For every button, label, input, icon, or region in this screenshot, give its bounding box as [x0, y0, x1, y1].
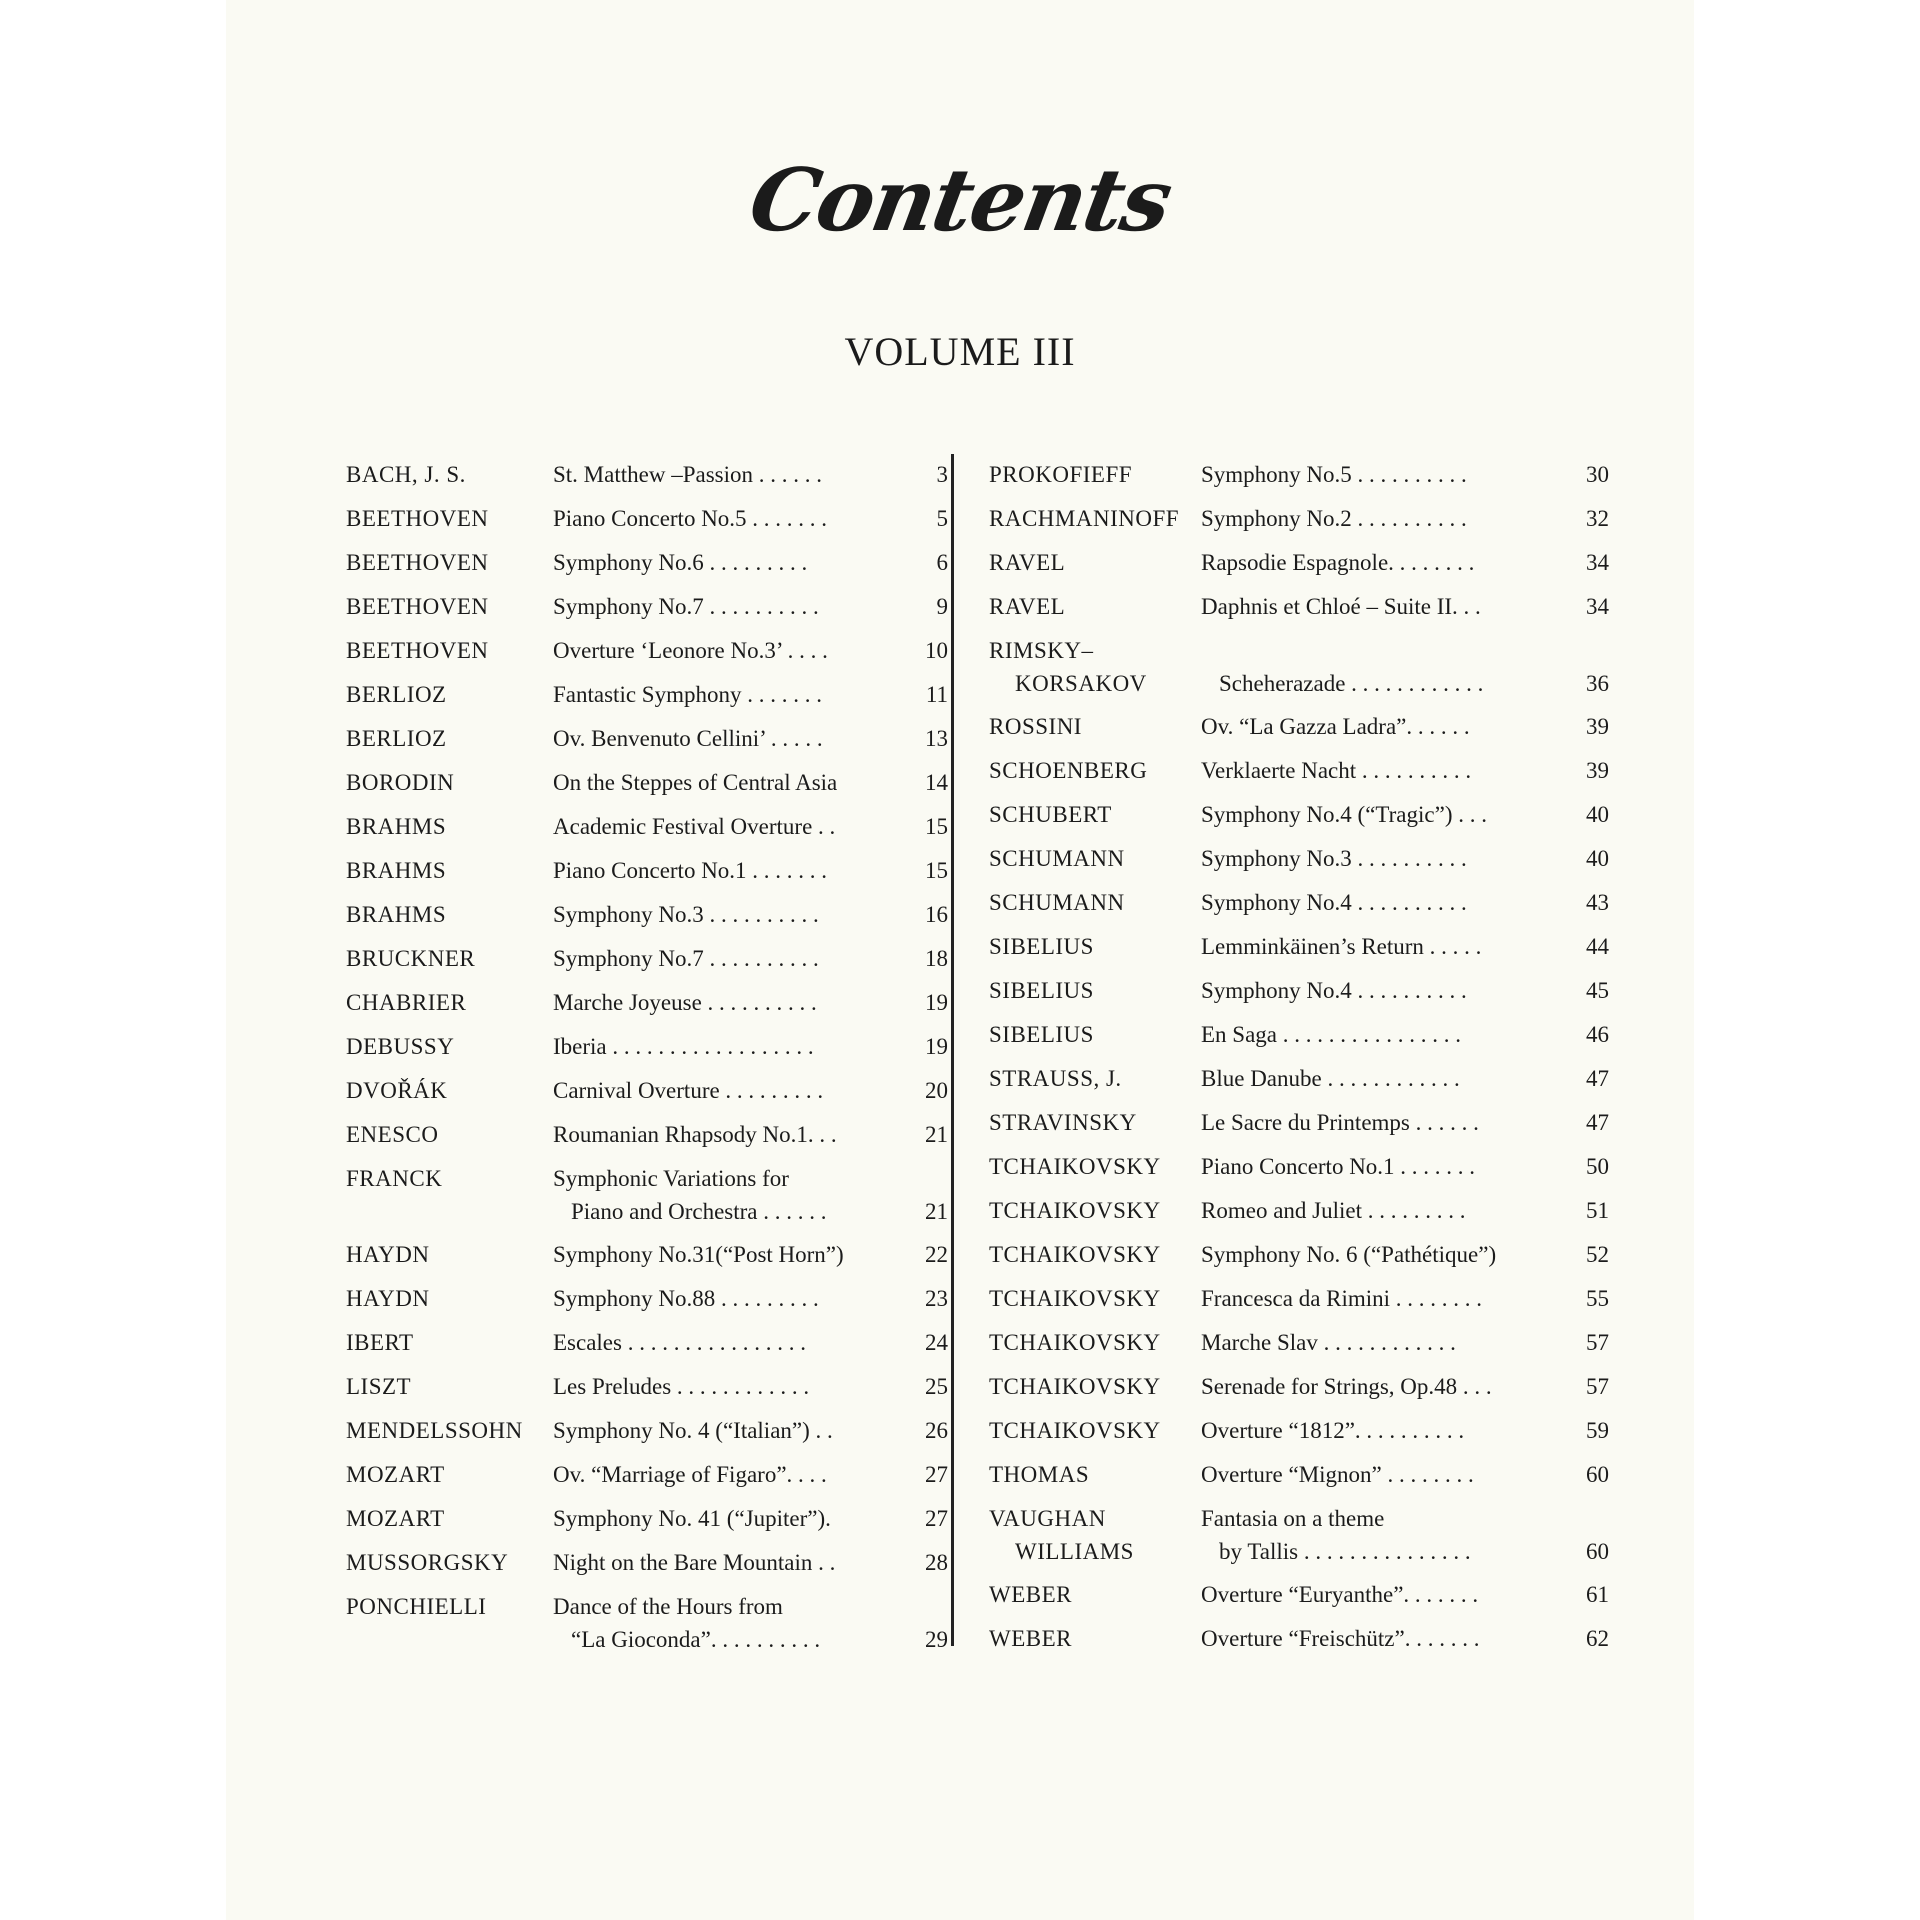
page-number: 30 — [1586, 462, 1609, 487]
work-title: Lemminkäinen’s Return . . . . . — [1201, 934, 1482, 959]
composer-name: BERLIOZ — [346, 726, 447, 751]
composer-name: BACH, J. S. — [346, 462, 466, 487]
work-title: Night on the Bare Mountain . . — [553, 1550, 836, 1575]
toc-entry — [989, 1414, 1609, 1458]
work-title: Symphony No. 41 (“Jupiter”). — [553, 1506, 831, 1531]
contents-heading: Contents — [742, 150, 1178, 251]
page-number: 40 — [1586, 846, 1609, 871]
toc-entry — [346, 1030, 948, 1074]
toc-entry — [346, 1326, 948, 1370]
work-title-line2: Piano and Orchestra . . . . . . — [571, 1199, 827, 1224]
composer-name: BEETHOVEN — [346, 550, 489, 575]
toc-entry — [989, 1150, 1609, 1194]
composer-name: MOZART — [346, 1506, 445, 1531]
composer-name: BEETHOVEN — [346, 594, 489, 619]
page-number: 44 — [1586, 934, 1609, 959]
toc-entry — [346, 1370, 948, 1414]
page-number: 20 — [925, 1078, 948, 1103]
work-title: Overture ‘Leonore No.3’ . . . . — [553, 638, 828, 663]
composer-name: RIMSKY– — [989, 638, 1094, 663]
work-title: Symphony No.5 . . . . . . . . . . — [1201, 462, 1467, 487]
composer-name: ROSSINI — [989, 714, 1082, 739]
page-number: 19 — [925, 1034, 948, 1059]
toc-entry — [989, 1018, 1609, 1062]
work-title: Daphnis et Chloé – Suite II. . . — [1201, 594, 1481, 619]
page-number: 25 — [925, 1374, 948, 1399]
page-number: 19 — [925, 990, 948, 1015]
page-number: 50 — [1586, 1154, 1609, 1179]
toc-entry — [346, 678, 948, 722]
page-number: 34 — [1586, 594, 1609, 619]
work-title-line2: “La Gioconda”. . . . . . . . . . — [571, 1627, 821, 1652]
volume-title: VOLUME III — [844, 329, 1076, 374]
work-title: Le Sacre du Printemps . . . . . . — [1201, 1110, 1479, 1135]
page-number: 46 — [1586, 1022, 1609, 1047]
work-title: Overture “1812”. . . . . . . . . . — [1201, 1418, 1465, 1443]
composer-name: BERLIOZ — [346, 682, 447, 707]
work-title-line2: Scheherazade . . . . . . . . . . . . — [1219, 671, 1484, 696]
page-number: 5 — [936, 506, 948, 531]
page-number: 55 — [1586, 1286, 1609, 1311]
composer-name: BEETHOVEN — [346, 638, 489, 663]
page-number: 14 — [925, 770, 948, 795]
composer-name: MUSSORGSKY — [346, 1550, 509, 1575]
page-number: 62 — [1586, 1626, 1609, 1651]
toc-entry — [989, 886, 1609, 930]
toc-entry — [346, 1502, 948, 1546]
composer-name: BRAHMS — [346, 814, 447, 839]
composer-name: WEBER — [989, 1626, 1072, 1651]
composer-name: BRUCKNER — [346, 946, 476, 971]
composer-name: HAYDN — [346, 1242, 430, 1267]
toc-entry — [989, 710, 1609, 754]
composer-name: VAUGHAN — [989, 1506, 1106, 1531]
composer-name: SCHOENBERG — [989, 758, 1148, 783]
work-title: Les Preludes . . . . . . . . . . . . — [553, 1374, 810, 1399]
composer-name: BRAHMS — [346, 902, 447, 927]
composer-name: PONCHIELLI — [346, 1594, 487, 1619]
toc-entry — [346, 1074, 948, 1118]
work-title: Piano Concerto No.5 . . . . . . . — [553, 506, 828, 531]
composer-name-line2: KORSAKOV — [1015, 671, 1147, 696]
work-title: Symphony No.3 . . . . . . . . . . — [553, 902, 819, 927]
toc-entry — [346, 546, 948, 590]
composer-name: MOZART — [346, 1462, 445, 1487]
composer-name: BORODIN — [346, 770, 455, 795]
composer-name: SCHUMANN — [989, 890, 1125, 915]
composer-name: DVOŘÁK — [346, 1078, 448, 1103]
work-title: Dance of the Hours from — [553, 1594, 783, 1619]
composer-name: BEETHOVEN — [346, 506, 489, 531]
work-title: Symphony No.2 . . . . . . . . . . — [1201, 506, 1467, 531]
toc-entry — [989, 1238, 1609, 1282]
page-number: 18 — [925, 946, 948, 971]
composer-name: TCHAIKOVSKY — [989, 1198, 1161, 1223]
toc-entry — [346, 942, 948, 986]
work-title: Overture “Euryanthe”. . . . . . . — [1201, 1582, 1479, 1607]
composer-name: SIBELIUS — [989, 1022, 1094, 1047]
page-number: 6 — [936, 550, 948, 575]
work-title: Fantasia on a theme — [1201, 1506, 1385, 1531]
composer-name: STRAVINSKY — [989, 1110, 1137, 1135]
work-title: Romeo and Juliet . . . . . . . . . — [1201, 1198, 1466, 1223]
work-title: Symphony No.7 . . . . . . . . . . — [553, 946, 819, 971]
toc-entry — [346, 1458, 948, 1502]
toc-entry — [346, 502, 948, 546]
work-title: Symphony No. 4 (“Italian”) . . — [553, 1418, 833, 1443]
work-title: St. Matthew –Passion . . . . . . — [553, 462, 822, 487]
composer-name: DEBUSSY — [346, 1034, 455, 1059]
page-number: 10 — [925, 638, 948, 663]
toc-entry — [989, 634, 1609, 710]
work-title: Marche Joyeuse . . . . . . . . . . — [553, 990, 817, 1015]
toc-entry — [989, 546, 1609, 590]
work-title: Symphony No.4 (“Tragic”) . . . — [1201, 802, 1487, 827]
page-number: 36 — [1586, 671, 1609, 696]
toc-entry — [346, 634, 948, 678]
work-title-line2: by Tallis . . . . . . . . . . . . . . . — [1219, 1539, 1471, 1564]
composer-name: TCHAIKOVSKY — [989, 1374, 1161, 1399]
page-number: 47 — [1586, 1066, 1609, 1091]
column-divider — [951, 454, 954, 1646]
page-number: 32 — [1586, 506, 1609, 531]
toc-entry — [346, 898, 948, 942]
toc-entry — [346, 766, 948, 810]
contents-page — [226, 0, 1694, 1920]
composer-name: TCHAIKOVSKY — [989, 1286, 1161, 1311]
toc-entry — [346, 1546, 948, 1590]
composer-name: IBERT — [346, 1330, 414, 1355]
page-number: 27 — [925, 1462, 948, 1487]
composer-name: TCHAIKOVSKY — [989, 1154, 1161, 1179]
work-title: Piano Concerto No.1 . . . . . . . — [1201, 1154, 1476, 1179]
composer-name: TCHAIKOVSKY — [989, 1242, 1161, 1267]
work-title: Overture “Mignon” . . . . . . . . — [1201, 1462, 1474, 1487]
work-title: Serenade for Strings, Op.48 . . . — [1201, 1374, 1492, 1399]
work-title: On the Steppes of Central Asia — [553, 770, 838, 795]
page-number: 39 — [1586, 758, 1609, 783]
toc-entry — [989, 590, 1609, 634]
work-title: Marche Slav . . . . . . . . . . . . — [1201, 1330, 1456, 1355]
work-title: Ov. “La Gazza Ladra”. . . . . . — [1201, 714, 1470, 739]
composer-name: SCHUBERT — [989, 802, 1112, 827]
composer-name: THOMAS — [989, 1462, 1090, 1487]
work-title: Symphony No.7 . . . . . . . . . . — [553, 594, 819, 619]
toc-entry — [346, 986, 948, 1030]
composer-name: ENESCO — [346, 1122, 439, 1147]
composer-name: SIBELIUS — [989, 978, 1094, 1003]
toc-entry — [989, 930, 1609, 974]
page-number: 15 — [925, 814, 948, 839]
page-number: 21 — [925, 1199, 948, 1224]
page-number: 34 — [1586, 550, 1609, 575]
toc-entry — [989, 1326, 1609, 1370]
page-number: 22 — [925, 1242, 948, 1267]
toc-entry — [346, 1282, 948, 1326]
page-number: 15 — [925, 858, 948, 883]
toc-entry — [989, 1282, 1609, 1326]
composer-name-line2: WILLIAMS — [1015, 1539, 1134, 1564]
work-title: Verklaerte Nacht . . . . . . . . . . — [1201, 758, 1472, 783]
toc-entry — [989, 798, 1609, 842]
page-number: 21 — [925, 1122, 948, 1147]
page-number: 57 — [1586, 1330, 1609, 1355]
work-title: En Saga . . . . . . . . . . . . . . . . — [1201, 1022, 1462, 1047]
page-number: 11 — [925, 682, 948, 707]
work-title: Symphony No. 6 (“Pathétique”) — [1201, 1242, 1497, 1267]
work-title: Academic Festival Overture . . — [553, 814, 836, 839]
composer-name: LISZT — [346, 1374, 412, 1399]
page-number: 28 — [925, 1550, 948, 1575]
composer-name: SCHUMANN — [989, 846, 1125, 871]
composer-name: SIBELIUS — [989, 934, 1094, 959]
toc-entry — [989, 1062, 1609, 1106]
composer-name: WEBER — [989, 1582, 1072, 1607]
composer-name: RAVEL — [989, 594, 1066, 619]
composer-name: RAVEL — [989, 550, 1066, 575]
toc-entry — [346, 1590, 948, 1666]
work-title: Symphony No.6 . . . . . . . . . — [553, 550, 808, 575]
composer-name: TCHAIKOVSKY — [989, 1330, 1161, 1355]
work-title: Roumanian Rhapsody No.1. . . — [553, 1122, 837, 1147]
work-title: Symphony No.88 . . . . . . . . . — [553, 1286, 819, 1311]
page-number: 52 — [1586, 1242, 1609, 1267]
page-number: 61 — [1586, 1582, 1609, 1607]
page-number: 57 — [1586, 1374, 1609, 1399]
work-title: Rapsodie Espagnole. . . . . . . . — [1201, 550, 1475, 575]
toc-entry — [346, 854, 948, 898]
toc-entry — [989, 754, 1609, 798]
toc-entry — [989, 1578, 1609, 1622]
composer-name: BRAHMS — [346, 858, 447, 883]
composer-name: TCHAIKOVSKY — [989, 1418, 1161, 1443]
toc-entry — [989, 842, 1609, 886]
page-number: 26 — [925, 1418, 948, 1443]
work-title: Symphony No.4 . . . . . . . . . . — [1201, 890, 1467, 915]
toc-entry — [989, 458, 1609, 502]
toc-entry — [989, 1502, 1609, 1578]
toc-entry — [346, 810, 948, 854]
work-title: Fantastic Symphony . . . . . . . — [553, 682, 822, 707]
work-title: Piano Concerto No.1 . . . . . . . — [553, 858, 828, 883]
toc-entry — [346, 1238, 948, 1282]
work-title: Ov. Benvenuto Cellini’ . . . . . — [553, 726, 823, 751]
page-number: 3 — [936, 462, 948, 487]
work-title: Escales . . . . . . . . . . . . . . . . — [553, 1330, 806, 1355]
toc-entry — [989, 1622, 1609, 1666]
page-number: 23 — [925, 1286, 948, 1311]
toc-entry — [989, 974, 1609, 1018]
work-title: Symphonic Variations for — [553, 1166, 789, 1191]
composer-name: PROKOFIEFF — [989, 462, 1133, 487]
page-number: 60 — [1586, 1462, 1609, 1487]
work-title: Blue Danube . . . . . . . . . . . . — [1201, 1066, 1460, 1091]
composer-name: STRAUSS, J. — [989, 1066, 1122, 1091]
composer-name: RACHMANINOFF — [989, 506, 1180, 531]
page-number: 43 — [1586, 890, 1609, 915]
page-number: 60 — [1586, 1539, 1609, 1564]
work-title: Ov. “Marriage of Figaro”. . . . — [553, 1462, 827, 1487]
work-title: Symphony No.3 . . . . . . . . . . — [1201, 846, 1467, 871]
toc-entry — [989, 502, 1609, 546]
work-title: Symphony No.4 . . . . . . . . . . — [1201, 978, 1467, 1003]
work-title: Francesca da Rimini . . . . . . . . — [1201, 1286, 1483, 1311]
page-number: 40 — [1586, 802, 1609, 827]
page-number: 24 — [925, 1330, 948, 1355]
toc-entry — [989, 1106, 1609, 1150]
toc-entry — [346, 458, 948, 502]
page-number: 51 — [1586, 1198, 1609, 1223]
toc-entry — [989, 1370, 1609, 1414]
work-title: Overture “Freischütz”. . . . . . . — [1201, 1626, 1480, 1651]
work-title: Carnival Overture . . . . . . . . . — [553, 1078, 824, 1103]
composer-name: MENDELSSOHN — [346, 1418, 523, 1443]
page-number: 16 — [925, 902, 948, 927]
toc-entry — [346, 590, 948, 634]
composer-name: FRANCK — [346, 1166, 443, 1191]
composer-name: CHABRIER — [346, 990, 467, 1015]
work-title: Iberia . . . . . . . . . . . . . . . . . . — [553, 1034, 814, 1059]
page-number: 27 — [925, 1506, 948, 1531]
toc-entry — [346, 1162, 948, 1238]
toc-entry — [346, 1118, 948, 1162]
toc-entry — [989, 1194, 1609, 1238]
toc-entry — [346, 722, 948, 766]
toc-entry — [346, 1414, 948, 1458]
page-number: 59 — [1586, 1418, 1609, 1443]
page-number: 47 — [1586, 1110, 1609, 1135]
toc-entry — [989, 1458, 1609, 1502]
page-number: 39 — [1586, 714, 1609, 739]
page-number: 45 — [1586, 978, 1609, 1003]
work-title: Symphony No.31(“Post Horn”) — [553, 1242, 844, 1267]
page-number: 13 — [925, 726, 948, 751]
composer-name: HAYDN — [346, 1286, 430, 1311]
page-number: 9 — [936, 594, 948, 619]
page-number: 29 — [925, 1627, 948, 1652]
